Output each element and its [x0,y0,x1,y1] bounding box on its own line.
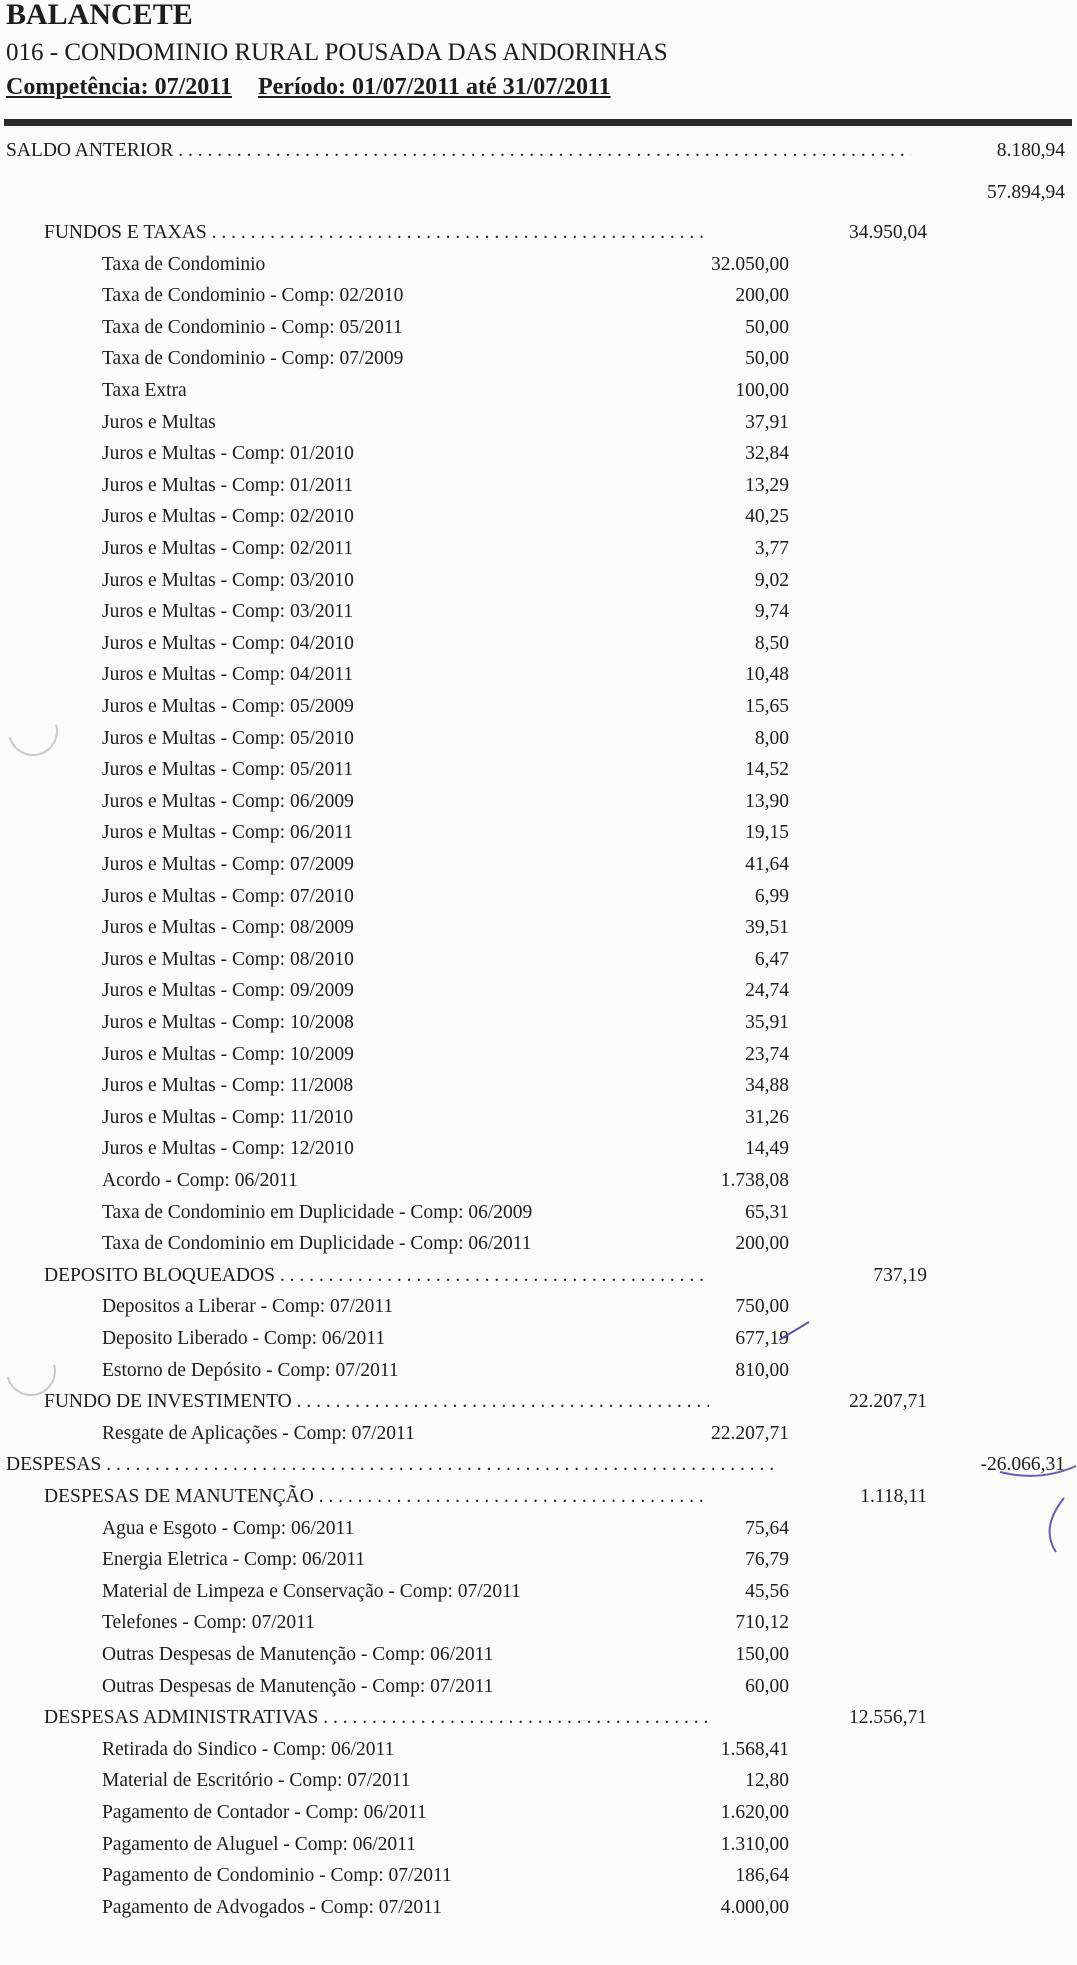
ledger-item-label: Taxa de Condominio em Duplicidade - Comp: 06/2011 [102,1233,532,1255]
despesa-group-row [0,1482,1077,1512]
ledger-item-row [0,1608,1077,1638]
ledger-item-label: Juros e Multas - Comp: 09/2009 [102,980,354,1002]
ledger-item-value: 710,12 [735,1612,789,1634]
ledger-item-label: Material de Limpeza e Conservação - Comp: 07/2011 [102,1580,521,1602]
receita-group-total: 737,19 [873,1264,927,1286]
ledger-item-row [0,1166,1077,1196]
ledger-item-label: Juros e Multas - Comp: 10/2009 [102,1043,354,1065]
ledger-item-label: Depositos a Liberar - Comp: 07/2011 [102,1296,394,1318]
ledger-item-row [0,439,1077,469]
ledger-item-row [0,724,1077,754]
ledger-item-value: 4.000,00 [720,1896,789,1918]
receita-group-label: FUNDOS E TAXAS . . . [44,218,709,248]
despesa-group-label: DESPESAS ADMINISTRATIVAS . . . [44,1703,709,1733]
ledger-item-value: 76,79 [745,1549,789,1571]
ledger-item-row [0,787,1077,817]
ledger-item-value: 200,00 [735,1233,789,1255]
ledger-item-label: Acordo - Comp: 06/2011 [102,1170,298,1191]
ledger-item-value: 1.620,00 [720,1802,789,1823]
ledger-item-value: 150,00 [735,1644,789,1665]
pen-tick-mark [775,1316,815,1346]
ledger-item-label: Juros e Multas - Comp: 02/2010 [102,506,354,528]
ledger-item-label: Retirada do Sindico - Comp: 06/2011 [102,1738,395,1760]
ledger-item-value: 12,80 [745,1770,789,1792]
ledger-item-value: 6,99 [754,885,789,907]
despesa-group-label: DESPESAS DE MANUTENÇÃO . . . [44,1482,709,1512]
ledger-item-value: 24,74 [745,980,789,1002]
ledger-item-value: 34,88 [745,1075,789,1097]
ledger-item-value: 750,00 [735,1296,789,1318]
periodo-label: Período: 01/07/2011 até 31/07/2011 [257,74,611,100]
receita-group-label: FUNDO DE INVESTIMENTO . . . [44,1387,709,1417]
ledger-item-row [0,1419,1077,1449]
ledger-item-label: Juros e Multas - Comp: 06/2009 [102,790,354,812]
ledger-item-label: Outras Despesas de Manutenção - Comp: 06/2011 [102,1644,494,1665]
ledger-item-row [0,1198,1077,1228]
ledger-item-value: 35,91 [745,1012,789,1033]
ledger-item-row [0,1545,1077,1575]
ledger-item-row [0,1861,1077,1891]
receitas-total-row [0,178,1077,208]
competencia-label: Competência: 07/2011 [6,74,232,100]
ledger-item-row [0,882,1077,912]
ledger-item-label: Pagamento de Condominio - Comp: 07/2011 [102,1865,452,1887]
ledger-item-label: Juros e Multas [102,411,216,433]
ledger-item-value: 14,49 [745,1138,789,1160]
ledger-item-row [0,692,1077,722]
ledger-item-label: Taxa de Condominio em Duplicidade - Comp: 06/2009 [102,1201,533,1223]
ledger-item-value: 200,00 [735,285,789,307]
ledger-item-value: 22.207,71 [711,1422,789,1444]
receita-group-row [0,1261,1077,1291]
ledger-item-row [0,818,1077,848]
ledger-item-value: 810,00 [735,1359,789,1381]
ledger-item-label: Taxa de Condominio - Comp: 07/2009 [102,348,404,370]
despesa-group-total: 12.556,71 [849,1707,927,1729]
ledger-item-row [0,1798,1077,1828]
ledger-item-label: Pagamento de Aluguel - Comp: 06/2011 [102,1833,416,1855]
ledger-item-value: 13,90 [745,790,789,812]
ledger-item-row [0,1324,1077,1354]
ledger-item-label: Estorno de Depósito - Comp: 07/2011 [102,1359,399,1381]
condominium-name: 016 - CONDOMINIO RURAL POUSADA DAS ANDORINHAS [6,39,668,66]
ledger-item-label: Agua e Esgoto - Comp: 06/2011 [102,1517,355,1539]
ledger-item-label: Resgate de Aplicações - Comp: 07/2011 [102,1422,415,1444]
ledger-item-row [0,660,1077,690]
ledger-item-value: 8,00 [754,727,789,749]
ledger-item-value: 14,52 [745,759,789,781]
ledger-item-row [0,913,1077,943]
ledger-item-label: Juros e Multas - Comp: 08/2009 [102,917,354,939]
despesa-group-row [0,1703,1077,1733]
ledger-item-value: 60,00 [745,1675,789,1697]
ledger-item-value: 45,56 [745,1580,789,1602]
saldo-anterior-label: SALDO ANTERIOR . . . [6,136,911,166]
ledger-item-value: 9,74 [754,601,789,623]
document-title: BALANCETE [6,0,193,31]
ledger-item-value: 677,19 [735,1328,789,1349]
ledger-item-value: 1.568,41 [720,1738,789,1760]
ledger-item-value: 10,48 [745,664,789,686]
ledger-item-row [0,597,1077,627]
ledger-item-row [0,1893,1077,1923]
document-header [6,0,1066,102]
ledger-item-row [0,1735,1077,1765]
ledger-item-label: Pagamento de Advogados - Comp: 07/2011 [102,1896,442,1918]
receita-group-row [0,1387,1077,1417]
ledger-item-label: Taxa de Condominio - Comp: 02/2010 [102,285,404,307]
ledger-item-row [0,1514,1077,1544]
ledger-item-row [0,502,1077,532]
ledger-item-label: Pagamento de Contador - Comp: 06/2011 [102,1802,427,1823]
ledger-item-value: 15,65 [745,696,789,717]
ledger-item-value: 37,91 [745,411,789,433]
ledger-item-label: Juros e Multas - Comp: 05/2011 [102,759,354,781]
ledger-item-row [0,1134,1077,1164]
ledger-item-value: 9,02 [754,569,789,591]
ledger-item-label: Juros e Multas - Comp: 07/2010 [102,885,354,907]
ledger-item-label: Juros e Multas - Comp: 01/2010 [102,443,354,465]
despesas-total: -26.066,31 [980,1454,1065,1476]
ledger-item-row [0,1577,1077,1607]
ledger-item-row [0,376,1077,406]
ledger-item-value: 50,00 [745,348,789,370]
ledger-item-label: Taxa de Condominio - Comp: 05/2011 [102,316,403,338]
ledger-item-value: 19,15 [745,822,789,844]
ledger-item-row [0,1640,1077,1670]
despesa-group-total: 1.118,11 [860,1486,927,1507]
receita-group-total: 22.207,71 [849,1391,927,1413]
ledger-item-label: Juros e Multas - Comp: 04/2011 [102,664,354,686]
ledger-item-row [0,755,1077,785]
ledger-item-row [0,1830,1077,1860]
ledger-item-value: 75,64 [745,1517,789,1539]
ledger-item-value: 13,29 [745,474,789,496]
ledger-item-label: Material de Escritório - Comp: 07/2011 [102,1770,411,1792]
ledger-item-label: Deposito Liberado - Comp: 06/2011 [102,1328,386,1349]
ledger-item-label: Juros e Multas - Comp: 08/2010 [102,948,354,970]
ledger-item-label: Juros e Multas - Comp: 11/2010 [102,1106,354,1128]
ledger-item-label: Juros e Multas - Comp: 11/2008 [102,1075,354,1097]
ledger-item-label: Juros e Multas - Comp: 03/2010 [102,569,354,591]
ledger-item-row [0,1008,1077,1038]
ledger-item-value: 32,84 [745,443,789,465]
ledger-item-value: 1.738,08 [720,1170,789,1191]
ledger-item-label: Taxa Extra [102,380,187,401]
ledger-item-row [0,1040,1077,1070]
despesas-row [0,1450,1077,1480]
ledger-item-row [0,1292,1077,1322]
ledger-item-row [0,408,1077,438]
ledger-item-label: Juros e Multas - Comp: 12/2010 [102,1138,354,1160]
ledger-item-value: 6,47 [754,948,789,970]
ledger-item-row [0,1672,1077,1702]
ledger-item-label: Juros e Multas - Comp: 10/2008 [102,1012,354,1033]
saldo-anterior-value: 8.180,94 [996,140,1065,161]
ledger-item-label: Energia Eletrica - Comp: 06/2011 [102,1549,366,1571]
ledger-item-row [0,250,1077,280]
ledger-item-row [0,344,1077,374]
ledger-item-label: Juros e Multas - Comp: 04/2010 [102,632,354,654]
ledger-item-row [0,945,1077,975]
ledger-item-value: 32.050,00 [711,253,789,275]
ledger-item-row [0,629,1077,659]
ledger-item-value: 100,00 [735,380,789,401]
ledger-item-row [0,566,1077,596]
ledger-item-value: 3,77 [754,538,789,559]
ledger-item-row [0,313,1077,343]
ledger-item-value: 186,64 [735,1865,789,1887]
receita-group-row [0,218,1077,248]
ledger-item-row [0,850,1077,880]
saldo-anterior-row [0,136,1077,166]
ledger-item-row [0,534,1077,564]
ledger-item-label: Juros e Multas - Comp: 02/2011 [102,538,354,559]
ledger-item-row [0,281,1077,311]
ledger-item-value: 23,74 [745,1043,789,1065]
ledger-item-row [0,1071,1077,1101]
ledger-item-label: Juros e Multas - Comp: 01/2011 [102,474,354,496]
ledger-item-value: 31,26 [745,1106,789,1128]
ledger-item-value: 41,64 [745,854,789,875]
ledger-item-label: Juros e Multas - Comp: 05/2010 [102,727,354,749]
ledger-item-value: 65,31 [745,1201,789,1223]
receita-group-total: 34.950,04 [849,222,927,243]
ledger-item-value: 40,25 [745,506,789,528]
header-rule [4,119,1072,126]
ledger-item-row [0,471,1077,501]
ledger-item-label: Taxa de Condominio [102,253,266,275]
receita-group-label: DEPOSITO BLOQUEADOS . . . [44,1261,709,1291]
ledger-item-label: Juros e Multas - Comp: 05/2009 [102,696,354,717]
ledger-item-value: 39,51 [745,917,789,939]
receitas-total-value: 57.894,94 [987,182,1065,203]
ledger-item-label: Juros e Multas - Comp: 06/2011 [102,822,354,844]
period-line [6,72,1066,102]
despesas-label: DESPESAS . . . [6,1450,776,1480]
ledger-item-row [0,1356,1077,1386]
ledger-item-label: Juros e Multas - Comp: 03/2011 [102,601,354,623]
ledger-item-label: Juros e Multas - Comp: 07/2009 [102,854,354,875]
ledger-item-row [0,1229,1077,1259]
ledger-item-row [0,1766,1077,1796]
ledger-item-row [0,1103,1077,1133]
ledger-item-row [0,976,1077,1006]
ledger-item-label: Outras Despesas de Manutenção - Comp: 07/2011 [102,1675,494,1697]
ledger-item-value: 50,00 [745,316,789,338]
pen-bracket-mark [990,1452,1077,1562]
ledger-item-value: 8,50 [754,632,789,654]
ledger-item-label: Telefones - Comp: 07/2011 [102,1612,315,1634]
ledger-item-value: 1.310,00 [720,1833,789,1855]
